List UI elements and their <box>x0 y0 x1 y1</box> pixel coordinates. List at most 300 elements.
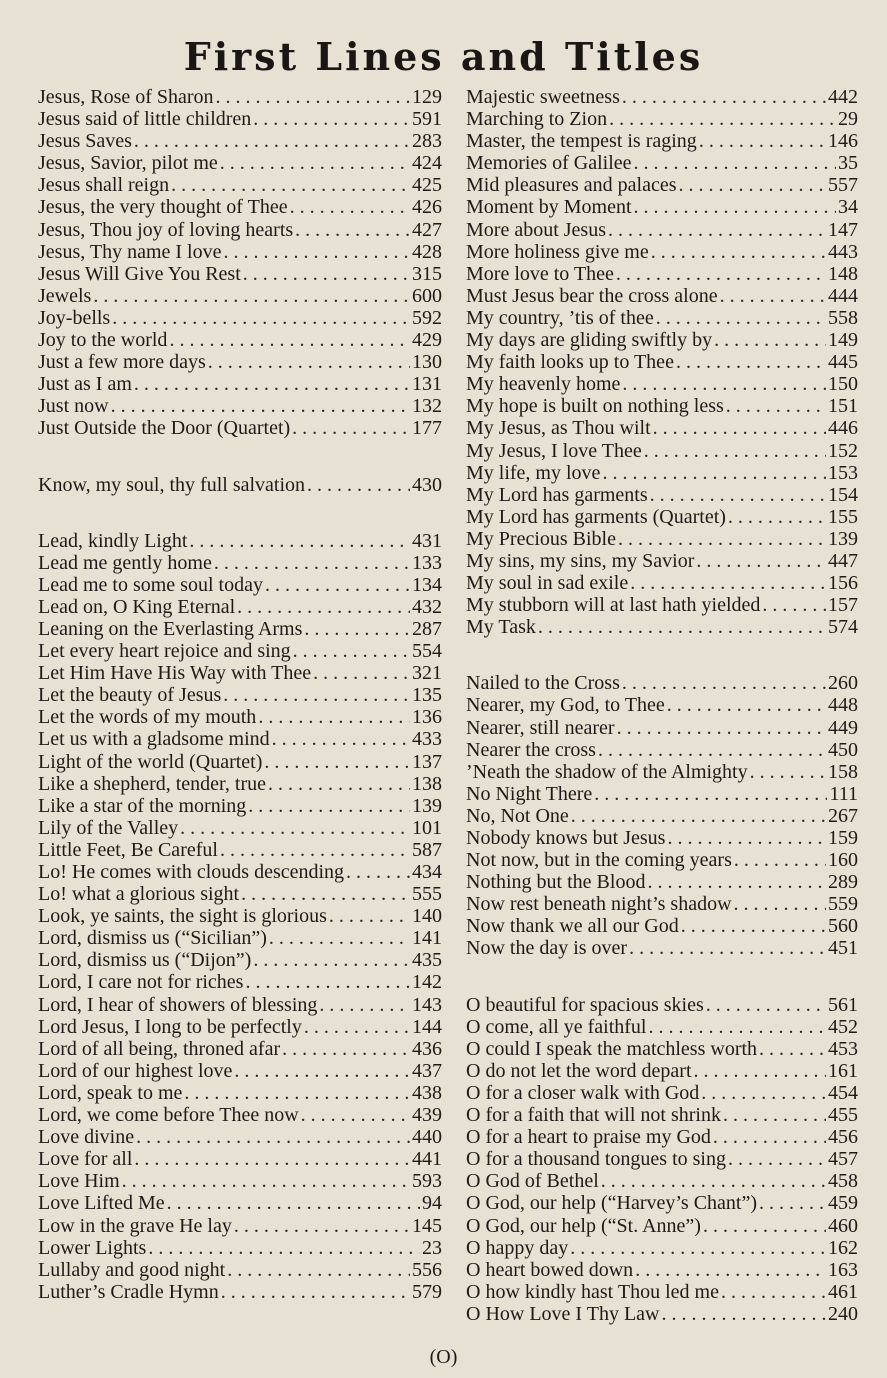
index-entry <box>38 596 442 618</box>
index-entry <box>38 1104 442 1126</box>
index-entry <box>466 783 858 805</box>
index-entry <box>38 417 442 439</box>
entry-page-number: 138 <box>412 772 442 795</box>
entry-page-number: 587 <box>412 838 442 861</box>
dot-leader <box>216 86 410 108</box>
entry-page-number: 431 <box>412 529 442 552</box>
index-entry <box>38 574 442 596</box>
entry-title: Let us with a gladsome mind <box>38 728 270 751</box>
index-entry <box>466 849 858 871</box>
entry-page-number: 135 <box>412 684 442 707</box>
dot-leader <box>111 395 410 417</box>
index-entry <box>38 263 442 285</box>
dot-leader <box>134 1148 410 1170</box>
dot-leader <box>571 805 826 827</box>
dot-leader <box>706 994 826 1016</box>
entry-page-number: 435 <box>412 949 442 972</box>
entry-page-number: 143 <box>412 993 442 1016</box>
dot-leader <box>647 871 826 893</box>
entry-title: My Jesus, as Thou wilt <box>466 417 651 440</box>
dot-leader <box>134 373 410 395</box>
index-entry <box>466 219 858 241</box>
entry-title: ’Neath the shadow of the Almighty <box>466 760 748 783</box>
entry-title: Now rest beneath night’s shadow <box>466 893 732 916</box>
entry-title: O beautiful for spacious skies <box>466 993 704 1016</box>
index-entry <box>466 1170 858 1192</box>
entry-page-number: 145 <box>412 1214 442 1237</box>
entry-page-number: 153 <box>828 461 858 484</box>
entry-page-number: 152 <box>828 439 858 462</box>
entry-title: Joy to the world <box>38 329 168 352</box>
entry-title: My hope is built on nothing less <box>466 395 724 418</box>
index-entry <box>466 937 858 959</box>
entry-page-number: 461 <box>828 1280 858 1303</box>
entry-title: O for a faith that will not shrink <box>466 1104 721 1127</box>
dot-leader <box>734 893 826 915</box>
entry-title: Just as I am <box>38 373 132 396</box>
entry-title: Just now <box>38 395 109 418</box>
entry-page-number: 457 <box>828 1148 858 1171</box>
entry-page-number: 600 <box>412 284 442 307</box>
index-entry <box>466 373 858 395</box>
entry-title: Lo! He comes with clouds descending <box>38 861 345 883</box>
dot-leader <box>329 905 410 927</box>
index-entry <box>466 616 858 638</box>
entry-page-number: 555 <box>412 883 442 906</box>
entry-page-number: 144 <box>412 1015 442 1038</box>
index-entry <box>38 795 442 817</box>
section-gap <box>466 638 858 672</box>
index-entry <box>466 417 858 439</box>
dot-leader <box>622 86 826 108</box>
index-entry <box>38 817 442 839</box>
index-entry <box>38 1192 442 1214</box>
dot-leader <box>234 1215 410 1237</box>
entry-title: Nobody knows but Jesus <box>466 827 666 849</box>
index-entry <box>466 1104 858 1126</box>
index-entry <box>466 594 858 616</box>
dot-leader <box>699 130 826 152</box>
index-entry <box>466 528 858 550</box>
entry-title: O do not let the word depart <box>466 1059 692 1082</box>
dot-leader <box>208 351 410 373</box>
dot-leader <box>237 596 410 618</box>
index-entry <box>466 717 858 739</box>
entry-title: My Jesus, I love Thee <box>466 439 642 462</box>
entry-page-number: 155 <box>828 505 858 528</box>
entry-page-number: 437 <box>412 1059 442 1082</box>
entry-title: Light of the world (Quartet) <box>38 750 263 773</box>
dot-leader <box>759 1038 826 1060</box>
dot-leader <box>292 417 410 439</box>
index-entry <box>38 395 442 417</box>
index-entry <box>38 883 442 905</box>
entry-title: Lord of our highest love <box>38 1059 233 1082</box>
dot-leader <box>759 1192 826 1214</box>
entry-title: My sins, my sins, my Savior <box>466 549 695 572</box>
dot-leader <box>301 1104 410 1126</box>
index-entry <box>38 1170 442 1192</box>
entry-title: My heavenly home <box>466 373 621 396</box>
dot-leader <box>602 462 826 484</box>
dot-leader <box>656 307 826 329</box>
entry-page-number: 456 <box>828 1126 858 1149</box>
dot-leader <box>272 728 410 750</box>
entry-page-number: 443 <box>828 240 858 263</box>
dot-leader <box>622 672 826 694</box>
entry-title: Lord, I care not for riches <box>38 971 244 994</box>
index-entry <box>466 1215 858 1237</box>
dot-leader <box>313 662 410 684</box>
index-entry <box>466 1281 858 1303</box>
entry-title: Jewels <box>38 284 92 307</box>
dot-leader <box>293 640 410 662</box>
entry-page-number: 150 <box>828 373 858 396</box>
entry-page-number: 151 <box>828 395 858 418</box>
entry-page-number: 593 <box>412 1170 442 1193</box>
entry-page-number: 592 <box>412 306 442 329</box>
page-title: First Lines and Titles <box>183 34 704 79</box>
entry-title: O God, our help (“Harvey’s Chant”) <box>466 1192 758 1215</box>
entry-title: Jesus Saves <box>38 130 132 153</box>
dot-leader <box>667 827 826 849</box>
entry-page-number: 444 <box>828 284 858 307</box>
entry-page-number: 240 <box>828 1302 858 1325</box>
index-entry <box>466 893 858 915</box>
entry-title: O God of Bethel <box>466 1170 599 1193</box>
index-entry <box>466 1237 858 1259</box>
dot-leader <box>265 574 410 596</box>
dot-leader <box>227 1259 410 1281</box>
index-entry <box>466 1060 858 1082</box>
dot-leader <box>634 152 837 174</box>
dot-leader <box>220 152 410 174</box>
index-entry <box>466 440 858 462</box>
entry-page-number: 131 <box>412 373 442 396</box>
entry-page-number: 139 <box>412 794 442 817</box>
index-entry <box>38 905 442 927</box>
dot-leader <box>676 351 826 373</box>
entry-page-number: 162 <box>828 1236 858 1259</box>
dot-leader <box>269 927 410 949</box>
entry-title: Jesus, Rose of Sharon <box>38 86 214 108</box>
entry-title: Mid pleasures and palaces <box>466 174 677 197</box>
entry-title: My Lord has garments <box>466 483 648 506</box>
index-entry <box>466 1259 858 1281</box>
index-entry <box>38 1126 442 1148</box>
index-entry <box>38 994 442 1016</box>
dot-leader <box>696 550 826 572</box>
index-entry <box>38 152 442 174</box>
entry-page-number: 159 <box>828 827 858 849</box>
entry-title: O heart bowed down <box>466 1258 634 1281</box>
entry-title: More holiness give me <box>466 240 649 263</box>
entry-page-number: 148 <box>828 262 858 285</box>
index-entry <box>38 285 442 307</box>
entry-title: My Task <box>466 616 536 639</box>
right-column <box>466 86 858 1325</box>
index-entry <box>38 1060 442 1082</box>
index-entry <box>38 1038 442 1060</box>
index-entry <box>466 395 858 417</box>
index-entry <box>466 871 858 893</box>
dot-leader <box>169 329 410 351</box>
index-entry <box>38 373 442 395</box>
index-entry <box>466 263 858 285</box>
entry-title: Just Outside the Door (Quartet) <box>38 417 291 440</box>
entry-page-number: 133 <box>412 551 442 574</box>
entry-page-number: 321 <box>412 662 442 685</box>
index-entry <box>466 506 858 528</box>
entry-title: Love Him <box>38 1170 120 1193</box>
entry-page-number: 154 <box>828 483 858 506</box>
entry-title: Majestic sweetness <box>466 86 620 108</box>
dot-leader <box>307 474 410 496</box>
entry-title: Jesus, the very thought of Thee <box>38 196 288 219</box>
entry-title: Like a shepherd, tender, true <box>38 772 266 795</box>
index-entry <box>38 662 442 684</box>
entry-title: Lord, speak to me <box>38 1081 183 1104</box>
entry-page-number: 459 <box>828 1192 858 1215</box>
dot-leader <box>694 1060 827 1082</box>
dot-leader <box>653 417 826 439</box>
entry-title: Lord, we come before Thee now <box>38 1104 299 1127</box>
entry-title: Moment by Moment <box>466 196 632 219</box>
dot-leader <box>295 219 410 241</box>
dot-leader <box>616 263 826 285</box>
index-entry <box>466 329 858 351</box>
entry-title: Jesus, Thou joy of loving hearts <box>38 218 294 241</box>
entry-title: Lord, I hear of showers of blessing <box>38 993 318 1016</box>
index-entry <box>466 86 858 108</box>
dot-leader <box>171 174 410 196</box>
entry-title: O come, all ye faithful <box>466 1015 647 1038</box>
entry-page-number: 129 <box>412 86 442 108</box>
entry-page-number: 448 <box>828 694 858 717</box>
index-entry <box>466 130 858 152</box>
index-entry <box>38 552 442 574</box>
dot-leader <box>214 552 410 574</box>
dot-leader <box>253 949 410 971</box>
index-entry <box>466 484 858 506</box>
entry-page-number: 146 <box>828 130 858 153</box>
entry-page-number: 558 <box>828 306 858 329</box>
entry-title: Lead on, O King Eternal <box>38 595 236 618</box>
entry-page-number: 559 <box>828 893 858 916</box>
dot-leader <box>167 1192 420 1214</box>
entry-page-number: 158 <box>828 760 858 783</box>
entry-page-number: 134 <box>412 573 442 596</box>
index-entry <box>38 839 442 861</box>
entry-title: Not now, but in the coming years <box>466 849 732 872</box>
entry-title: Lily of the Valley <box>38 816 179 839</box>
entry-page-number: 177 <box>412 417 442 440</box>
dot-leader <box>241 883 410 905</box>
dot-leader <box>608 219 826 241</box>
dot-leader <box>630 572 826 594</box>
entry-page-number: 424 <box>412 152 442 175</box>
entry-title: More love to Thee <box>466 262 614 285</box>
entry-page-number: 436 <box>412 1037 442 1060</box>
dot-leader <box>234 1060 410 1082</box>
index-entry <box>38 108 442 130</box>
index-entry <box>38 773 442 795</box>
entry-page-number: 139 <box>828 527 858 550</box>
section-gap <box>466 960 858 994</box>
entry-page-number: 111 <box>829 782 858 805</box>
entry-page-number: 136 <box>412 706 442 729</box>
dot-leader <box>148 1237 420 1259</box>
index-entry <box>38 1148 442 1170</box>
entry-page-number: 438 <box>412 1081 442 1104</box>
dot-leader <box>609 108 836 130</box>
dot-leader <box>134 130 410 152</box>
dot-leader <box>290 196 410 218</box>
entry-page-number: 140 <box>412 905 442 928</box>
entry-title: Nearer, still nearer <box>466 716 615 739</box>
entry-title: Let every heart rejoice and sing <box>38 640 291 663</box>
entry-page-number: 35 <box>838 152 858 175</box>
dot-leader <box>319 994 410 1016</box>
entry-title: O for a heart to praise my God <box>466 1126 711 1149</box>
section-gap <box>38 496 442 530</box>
dot-leader <box>622 373 826 395</box>
index-entry <box>466 805 858 827</box>
entry-title: Jesus Will Give You Rest <box>38 262 241 285</box>
entry-title: My soul in sad exile <box>466 572 629 595</box>
entry-page-number: 439 <box>412 1104 442 1127</box>
entry-title: O how kindly hast Thou led me <box>466 1280 719 1303</box>
index-entry <box>38 706 442 728</box>
entry-title: Little Feet, Be Careful <box>38 838 218 861</box>
dot-leader <box>651 241 826 263</box>
entry-page-number: 432 <box>412 595 442 618</box>
dot-leader <box>220 839 410 861</box>
entry-title: Let the beauty of Jesus <box>38 684 222 707</box>
dot-leader <box>304 618 410 640</box>
entry-page-number: 34 <box>838 196 858 219</box>
index-entry <box>466 285 858 307</box>
entry-page-number: 142 <box>412 971 442 994</box>
dot-leader <box>720 285 826 307</box>
entry-title: Jesus, Savior, pilot me <box>38 152 218 175</box>
dot-leader <box>703 1215 826 1237</box>
entry-title: Lead me gently home <box>38 551 212 574</box>
entry-title: My faith looks up to Thee <box>466 351 674 374</box>
entry-page-number: 574 <box>828 616 858 639</box>
index-entry <box>466 351 858 373</box>
index-entry <box>38 927 442 949</box>
entry-title: O for a thousand tongues to sing <box>466 1148 726 1171</box>
dot-leader <box>701 1082 826 1104</box>
entry-title: Low in the grave He lay <box>38 1214 232 1237</box>
entry-page-number: 455 <box>828 1104 858 1127</box>
entry-page-number: 260 <box>828 672 858 695</box>
index-entry <box>38 86 442 108</box>
entry-title: Now thank we all our God <box>466 915 679 938</box>
index-entry <box>38 1237 442 1259</box>
entry-title: My country, ’tis of thee <box>466 306 654 329</box>
entry-page-number: 454 <box>828 1081 858 1104</box>
entry-page-number: 426 <box>412 196 442 219</box>
index-entry <box>38 751 442 773</box>
index-entry <box>38 1215 442 1237</box>
dot-leader <box>634 196 836 218</box>
index-entry <box>466 739 858 761</box>
entry-title: Lord, dismiss us (“Sicilian”) <box>38 927 267 950</box>
entry-page-number: 147 <box>828 218 858 241</box>
index-entry <box>466 307 858 329</box>
entry-title: Just a few more days <box>38 351 206 374</box>
dot-leader <box>721 1281 826 1303</box>
dot-leader <box>180 817 410 839</box>
dot-leader <box>538 616 826 638</box>
entry-page-number: 149 <box>828 329 858 352</box>
index-entry <box>466 462 858 484</box>
entry-title: My stubborn will at last hath yielded <box>466 594 761 617</box>
index-entry <box>466 1126 858 1148</box>
entry-title: My days are gliding swiftly by <box>466 329 713 352</box>
entry-title: Lower Lights <box>38 1236 147 1259</box>
entry-title: My life, my love <box>466 461 601 484</box>
index-entry <box>466 196 858 218</box>
entry-title: My Lord has garments (Quartet) <box>466 505 726 528</box>
entry-page-number: 591 <box>412 108 442 131</box>
dot-leader <box>728 506 826 528</box>
entry-title: More about Jesus <box>466 218 606 241</box>
dot-leader <box>678 174 826 196</box>
index-entry <box>38 351 442 373</box>
dot-leader <box>264 751 410 773</box>
entry-page-number: 560 <box>828 915 858 938</box>
dot-leader <box>681 915 826 937</box>
section-gap <box>38 440 442 474</box>
dot-leader <box>728 1148 826 1170</box>
entry-title: Must Jesus bear the cross alone <box>466 284 718 307</box>
entry-page-number: 449 <box>828 716 858 739</box>
entry-page-number: 434 <box>412 861 442 883</box>
entry-title: Like a star of the morning <box>38 794 247 817</box>
entry-title: Jesus, Thy name I love <box>38 240 222 263</box>
entry-title: Now the day is over <box>466 937 628 960</box>
entry-title: Jesus shall reign <box>38 174 170 197</box>
entry-page-number: 447 <box>828 549 858 572</box>
index-entry <box>38 640 442 662</box>
entry-page-number: 579 <box>412 1280 442 1303</box>
entry-page-number: 156 <box>828 572 858 595</box>
entry-title: Luther’s Cradle Hymn <box>38 1280 219 1303</box>
entry-page-number: 425 <box>412 174 442 197</box>
entry-title: Let Him Have His Way with Thee <box>38 662 312 685</box>
entry-title: Lo! what a glorious sight <box>38 883 240 906</box>
dot-leader <box>726 395 826 417</box>
index-entry <box>466 672 858 694</box>
dot-leader <box>258 706 410 728</box>
dot-leader <box>245 971 410 993</box>
entry-page-number: 452 <box>828 1015 858 1038</box>
entry-title: No, Not One <box>466 804 569 827</box>
index-entry <box>466 1303 858 1325</box>
dot-leader <box>346 861 410 883</box>
entry-page-number: 132 <box>412 395 442 418</box>
entry-title: My Precious Bible <box>466 527 616 550</box>
entry-page-number: 453 <box>828 1037 858 1060</box>
index-entry <box>38 949 442 971</box>
index-entry <box>466 1148 858 1170</box>
entry-page-number: 445 <box>828 351 858 374</box>
entry-page-number: 554 <box>412 640 442 663</box>
index-entry <box>38 241 442 263</box>
